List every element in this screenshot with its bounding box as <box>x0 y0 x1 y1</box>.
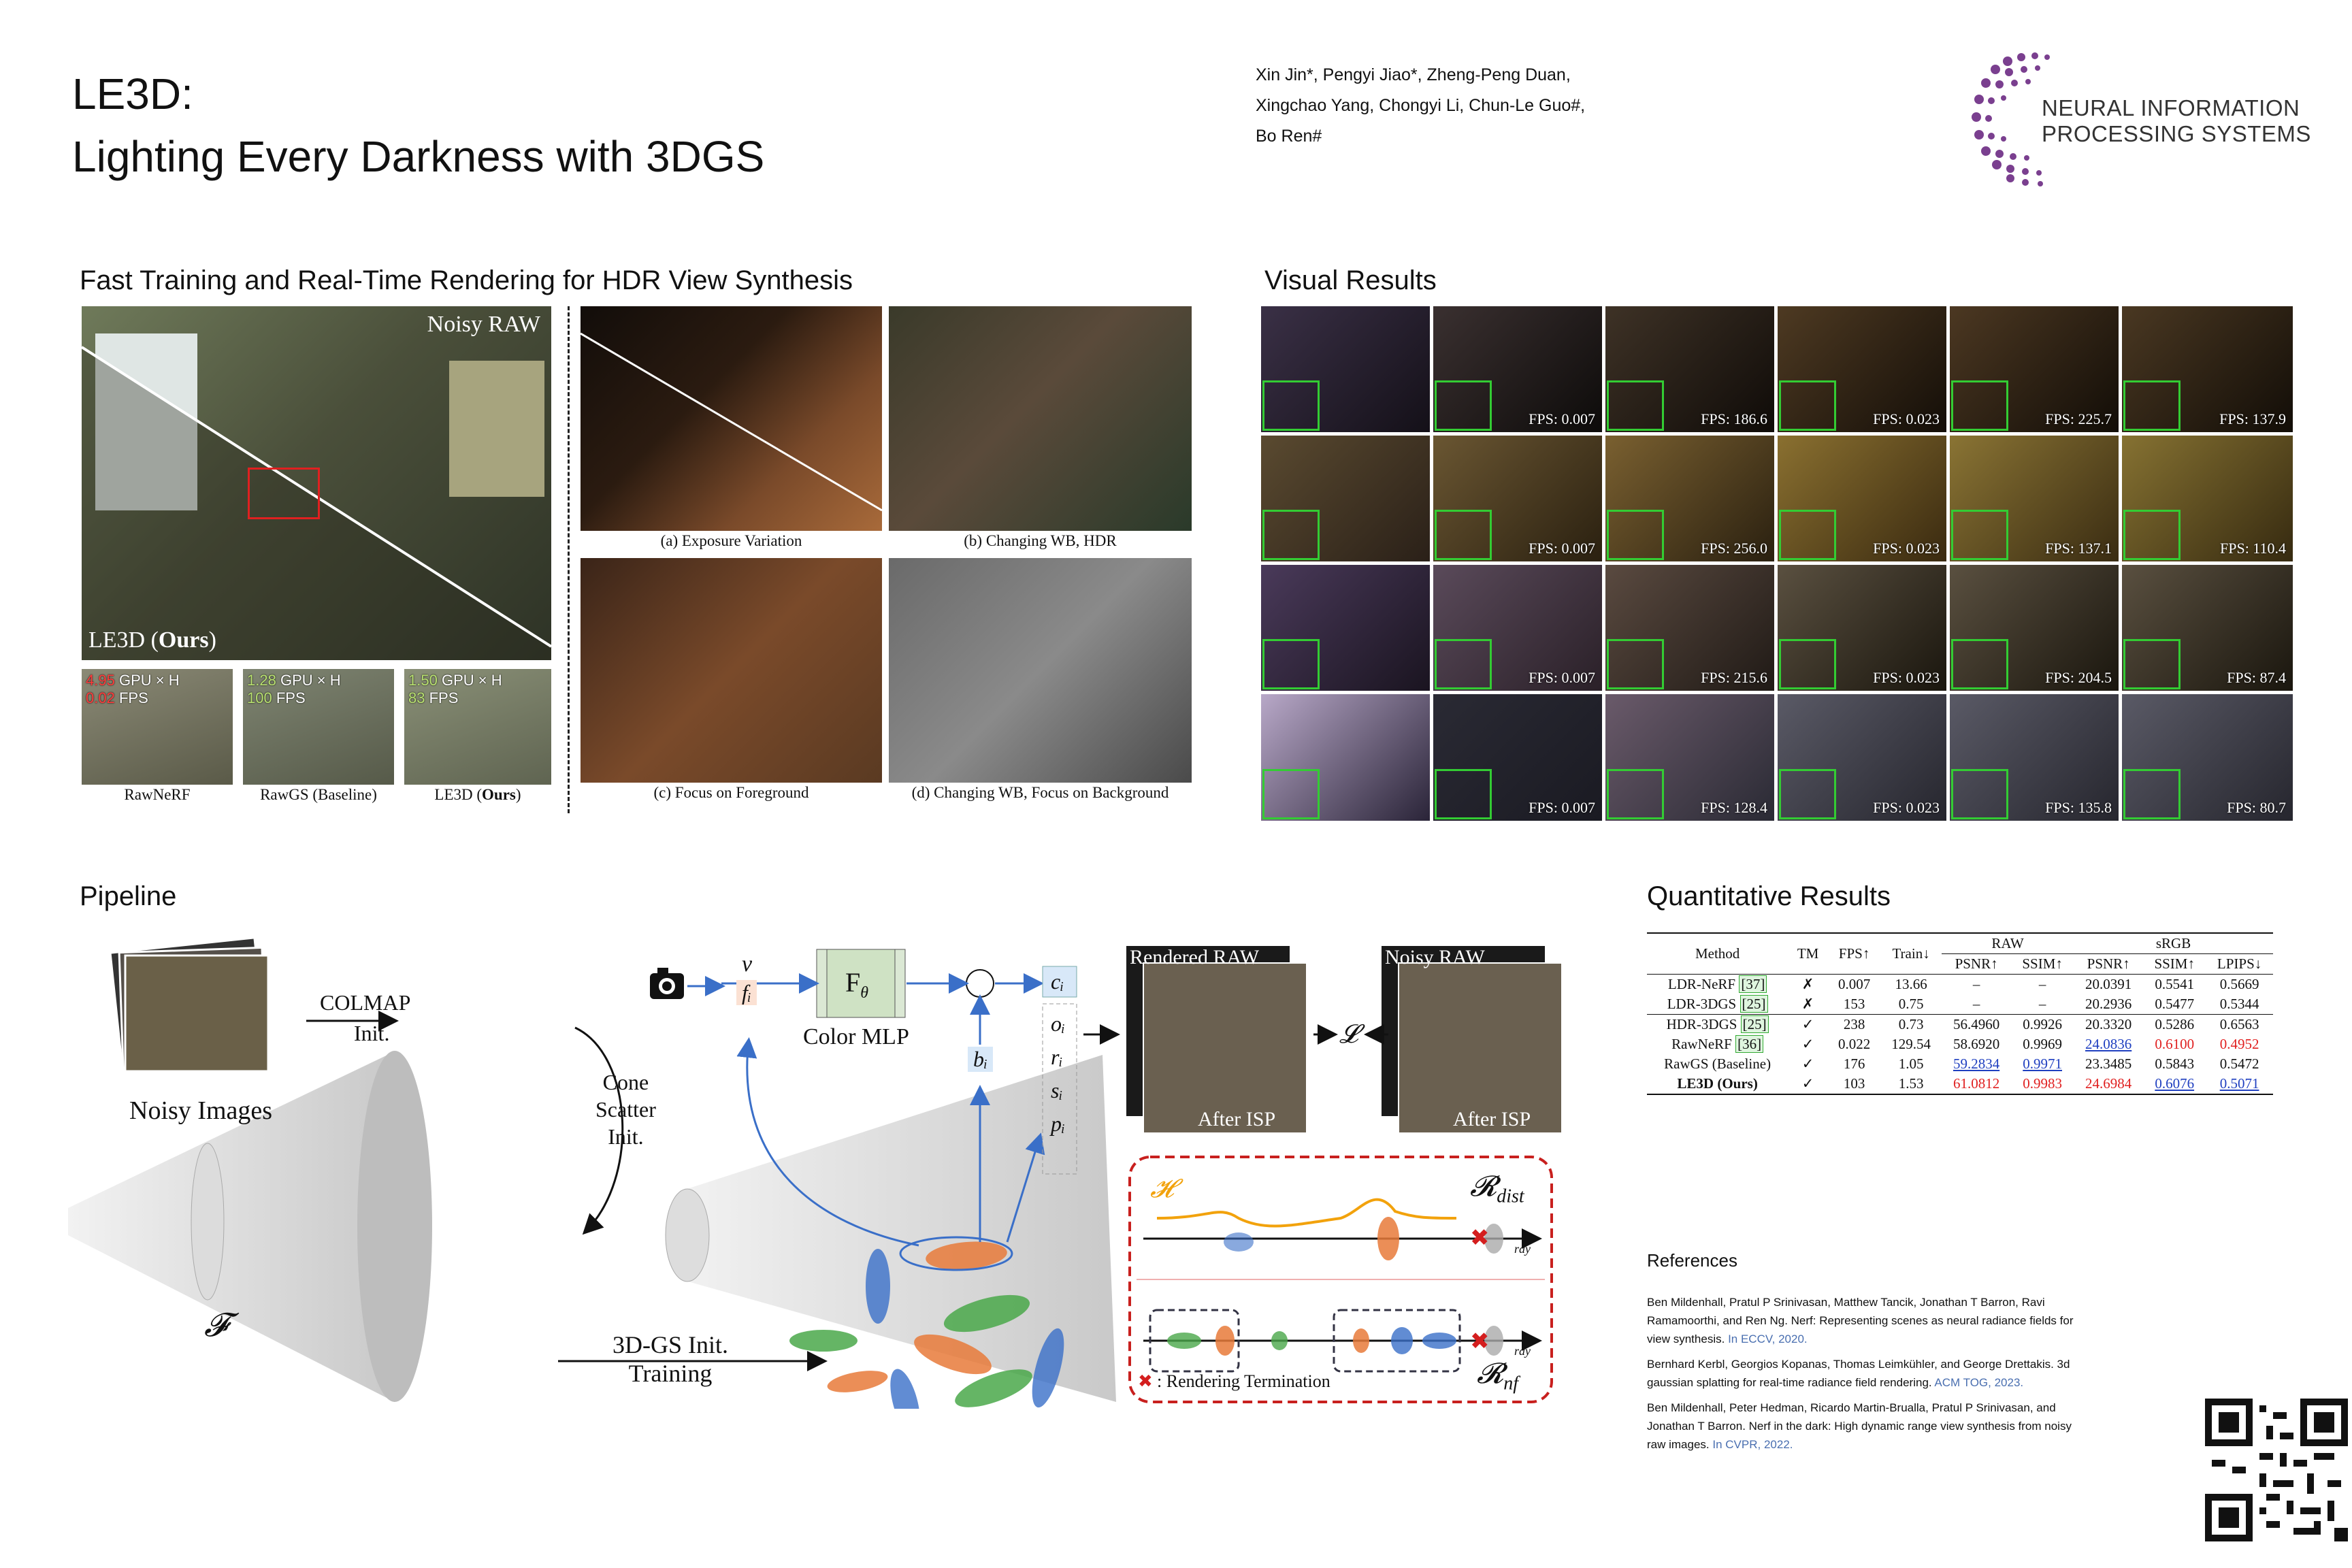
logo-line-1: NEURAL INFORMATION <box>2042 95 2300 120</box>
references-heading: References <box>1647 1250 1737 1271</box>
col-train: Train↓ <box>1892 945 1930 962</box>
vr-r2-c4: FPS: 137.1 <box>1950 436 2119 561</box>
vr-r1-c1: FPS: 0.007 <box>1433 306 1602 432</box>
qr-code-graphic <box>2205 1399 2348 1541</box>
reference-item: Bernhard Kerbl, Georgios Kopanas, Thomas Leimkühler, and George Drettakis. 3d gaussian splatting for real-time radiance field rendering. ACM TOG, 2023. <box>1647 1358 2070 1389</box>
cone-scatter-init-label: Cone Scatter Init. <box>595 1070 656 1149</box>
table-row: RawGS (Baseline) ✓ 176 1.05 59.2834 0.9971 23.3485 0.5843 0.5472 <box>1664 1056 2259 1072</box>
after-isp-label-2: After ISP <box>1453 1108 1531 1130</box>
vr-r1-input <box>1261 306 1430 432</box>
table-row: HDR-3DGS [25] ✓ 238 0.73 56.4960 0.9926 20.3320 0.5286 0.6563 <box>1666 1016 2259 1032</box>
loss-label: 𝓛 <box>1339 1020 1358 1049</box>
noisy-raw-label: Noisy RAW <box>427 312 540 337</box>
reference-item: Ben Mildenhall, Peter Hedman, Ricardo Martin-Brualla, Pratul P Srinivasan, and Jonathan T Barron. Nerf in the dark: High dynamic range view synthesis from noisy raw images. In CVPR, 2022. <box>1647 1401 2072 1451</box>
col-tm: TM <box>1797 945 1819 962</box>
zoom-box <box>248 468 320 519</box>
v-label: v <box>742 951 753 977</box>
group-srgb: sRGB <box>2074 933 2273 954</box>
pipeline-diagram <box>68 932 1613 1409</box>
section-divider <box>568 306 570 813</box>
vr-r4-c4: FPS: 135.8 <box>1950 694 2119 821</box>
caption-b: (b) Changing WB, HDR <box>964 532 1117 549</box>
focus-background-image <box>889 558 1192 783</box>
after-isp-label-1: After ISP <box>1198 1108 1276 1130</box>
vr-r2-c5: FPS: 110.4 <box>2122 436 2293 561</box>
logo-line-2: PROCESSING SYSTEMS <box>2042 121 2311 146</box>
vr-r2-c1: FPS: 0.007 <box>1433 436 1602 561</box>
vr-r1-c5: FPS: 137.9 <box>2122 306 2293 432</box>
vr-r3-input <box>1261 565 1430 691</box>
crop-le3d: 1.50 GPU × H 83 FPS <box>404 669 551 785</box>
crop-rawnerf: 4.95 GPU × H 0.02 FPS <box>82 669 233 785</box>
color-mlp-label: Color MLP <box>803 1024 909 1049</box>
caption-rawgs: RawGS (Baseline) <box>260 786 377 803</box>
qr-code-icon[interactable] <box>2205 1399 2348 1541</box>
vr-r4-input <box>1261 694 1430 821</box>
authors-line-3: Bo Ren# <box>1256 127 1322 146</box>
caption-c: (c) Focus on Foreground <box>653 784 809 801</box>
crop-rawgs: 1.28 GPU × H 100 FPS <box>243 669 394 785</box>
exposure-variation-image <box>581 306 882 531</box>
vr-r3-c3: FPS: 0.023 <box>1778 565 1946 691</box>
vr-r2-c3: FPS: 0.023 <box>1778 436 1946 561</box>
pipeline-shapes <box>68 932 1613 1409</box>
fi-label: fᵢ <box>736 980 757 1005</box>
title-line-2: Lighting Every Darkness with 3DGS <box>72 132 765 181</box>
poster-title <box>72 63 764 188</box>
vr-r1-c3: FPS: 0.023 <box>1778 306 1946 432</box>
changing-wb-hdr-image <box>889 306 1192 531</box>
focus-foreground-image <box>581 558 882 783</box>
attr-list: oᵢ rᵢ sᵢ pᵢ <box>1051 1011 1066 1136</box>
authors-line-2: Xingchao Yang, Chongyi Li, Chun-Le Guo#, <box>1256 96 1586 115</box>
vr-r1-c2: FPS: 186.6 <box>1605 306 1774 432</box>
training-label: 3D-GS Init. Training <box>612 1331 728 1387</box>
table-row: RawNeRF [36] ✓ 0.022 129.54 58.6920 0.9969 24.0836 0.6100 0.4952 <box>1671 1036 2259 1052</box>
vr-r4-c3: FPS: 0.023 <box>1778 694 1946 821</box>
svg-text:✖: ✖ <box>1470 1328 1490 1355</box>
termination-legend: : Rendering Termination <box>1157 1371 1330 1391</box>
reference-item: Ben Mildenhall, Pratul P Srinivasan, Matthew Tancik, Jonathan T Barron, Ravi Ramamoorthi, and Ren Ng. Nerf: Representing scenes as neural radiance fields for view synthesis. In ECCV, 2020. <box>1647 1296 2074 1345</box>
r-dist-label: 𝓡$_{dist}$ <box>1470 1171 1524 1207</box>
caption-a: (a) Exposure Variation <box>660 532 802 549</box>
vr-r3-c4: FPS: 204.5 <box>1950 565 2119 691</box>
vr-r2-c2: FPS: 256.0 <box>1605 436 1774 561</box>
rendered-raw-label: Rendered RAW <box>1130 946 1260 968</box>
noisy-raw-label-pipeline: Noisy RAW <box>1385 946 1485 968</box>
h-label: 𝓗 <box>1150 1175 1174 1203</box>
neurips-logo <box>1967 48 2321 191</box>
col-fps: FPS↑ <box>1838 945 1870 962</box>
author-list <box>1256 60 1585 152</box>
visual-results-grid <box>1261 306 2293 821</box>
noisy-raw-hero-image <box>82 306 551 660</box>
exposure-diagonal <box>581 306 882 531</box>
le3d-ours-label: LE3D (Ours) <box>88 627 216 653</box>
f-label: 𝓕 <box>204 1307 229 1343</box>
group-raw: RAW <box>1942 933 2074 954</box>
fast-training-heading: Fast Training and Real-Time Rendering for HDR View Synthesis <box>80 265 853 295</box>
svg-text:✖: ✖ <box>1138 1371 1153 1392</box>
table-row: LE3D (Ours) ✓ 103 1.53 61.0812 0.9983 24.6984 0.6076 0.5071 <box>1677 1075 2259 1092</box>
noisy-images-label: Noisy Images <box>129 1096 273 1125</box>
r-nf-label: 𝓡$_{nf}$ <box>1477 1358 1519 1394</box>
authors-line-1: Xin Jin*, Pengyi Jiao*, Zheng-Peng Duan, <box>1256 65 1571 84</box>
ray-label-2: ray <box>1514 1344 1531 1358</box>
colmap-label: COLMAP <box>320 990 411 1015</box>
visual-results-heading: Visual Results <box>1264 265 1437 295</box>
svg-text:✖: ✖ <box>1470 1224 1490 1252</box>
ci-label: cᵢ <box>1051 969 1064 994</box>
vr-r1-c4: FPS: 225.7 <box>1950 306 2119 432</box>
vr-r4-c1: FPS: 0.007 <box>1433 694 1602 821</box>
quantitative-heading: Quantitative Results <box>1647 881 1891 911</box>
caption-d: (d) Changing WB, Focus on Background <box>911 784 1169 801</box>
results-table: Method TM FPS↑ Train↓ RAW sRGB PSNR↑ SSIM↑ PSNR↑ SSIM↑ LPIPS↓ LDR-NeRF [37] ✗ 0.007 13.66 – – 20.0391 0.5541 0.5669 LDR-3DGS [25] ✗ 153 0.75 – – 20.2936 0.5477 0.5344 HDR-3DGS [25] ✓ 238 0.73 56.4960 0.9926 20.3320 0.5286 0.6563 RawNeRF [36] ✓ 0.022 129.54 58.6920 0.9969 24.0836 0.6100 0.4952 RawGS (Baseline) ✓ 176 1.05 59.2834 0.9971 23.3485 0.5843 0.5472 LE3D (Ours) ✓ 103 1.53 61.0812 0.9983 24.6984 0.6076 0.5071 <box>1647 932 2273 1095</box>
vr-r3-c2: FPS: 215.6 <box>1605 565 1774 691</box>
table-row: LDR-NeRF [37] ✗ 0.007 13.66 – – 20.0391 0.5541 0.5669 <box>1667 976 2259 992</box>
vr-r3-c1: FPS: 0.007 <box>1433 565 1602 691</box>
pipeline-heading: Pipeline <box>80 881 177 911</box>
table-row: LDR-3DGS [25] ✗ 153 0.75 – – 20.2936 0.5477 0.5344 <box>1647 994 2273 1015</box>
vr-r2-input <box>1261 436 1430 561</box>
title-line-1: LE3D: <box>72 69 193 118</box>
caption-le3d: LE3D (Ours) <box>434 786 521 803</box>
col-method: Method <box>1695 945 1740 962</box>
bi-label: bᵢ <box>968 1047 993 1072</box>
reference-list <box>1647 1293 2089 1454</box>
vr-r4-c5: FPS: 80.7 <box>2122 694 2293 821</box>
caption-rawnerf: RawNeRF <box>124 786 191 803</box>
ray-label-1: ray <box>1514 1242 1531 1256</box>
mlp-f-label: $F_\theta$ <box>845 967 869 1002</box>
vr-r4-c2: FPS: 128.4 <box>1605 694 1774 821</box>
colmap-init-label: Init. <box>354 1021 390 1045</box>
vr-r3-c5: FPS: 87.4 <box>2122 565 2293 691</box>
